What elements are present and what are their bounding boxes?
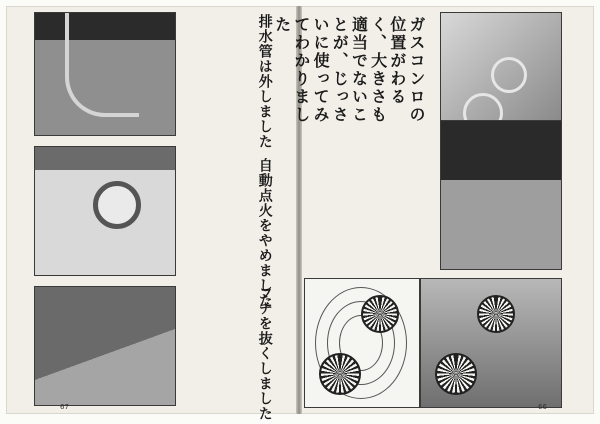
body-counter-rim xyxy=(190,300,246,400)
heading-drain-pipe: 排水管は外しました xyxy=(256,14,273,149)
photo-stovetop xyxy=(420,278,562,408)
burner-icon xyxy=(477,295,515,333)
lead-heading: ガスコンロの位置がわるく、大きさも適当でないことが、じっさいに使ってみてわかりました xyxy=(272,16,426,124)
burner-icon xyxy=(435,353,477,395)
photo-burner-tray xyxy=(440,12,562,122)
photo-drain-pipe xyxy=(34,12,176,136)
photo-ignition-knob xyxy=(34,146,176,276)
knob-shape xyxy=(93,181,141,229)
photo-counter-rim xyxy=(34,286,176,406)
body-auto-ignition xyxy=(190,158,246,276)
drain-pipe-shape xyxy=(65,13,139,117)
burner-icon xyxy=(361,295,399,333)
page-number-right: 66 xyxy=(538,403,547,411)
heat-contour-diagram xyxy=(304,278,420,408)
heading-counter-rim: フチを抜くしました xyxy=(256,286,273,421)
photo-woman-cooking xyxy=(440,120,562,270)
body-drain-pipe xyxy=(190,16,246,132)
burner-icon xyxy=(319,353,361,395)
tray-hole-shape xyxy=(491,57,527,93)
body-right-page xyxy=(318,144,428,268)
page-number-left: 67 xyxy=(60,403,69,411)
heading-auto-ignition: 自動点火をやめました xyxy=(256,158,273,308)
tray-hole-shape xyxy=(463,93,503,122)
